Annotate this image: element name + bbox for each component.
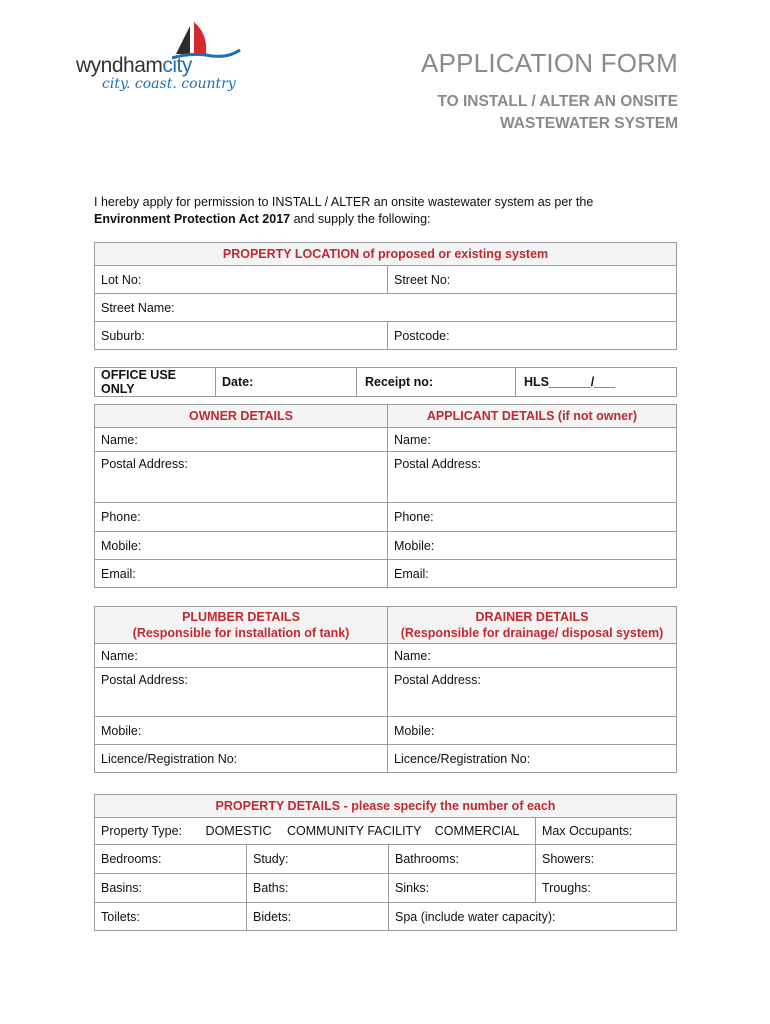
drainer-heading: DRAINER DETAILS (Responsible for drainage/ disposal system) xyxy=(388,607,677,644)
toilets-field[interactable]: Toilets: xyxy=(95,903,247,931)
spa-field[interactable]: Spa (include water capacity): xyxy=(389,903,677,931)
owner-email-field[interactable]: Email: xyxy=(95,560,388,588)
owner-postal-field[interactable]: Postal Address: xyxy=(95,452,388,503)
property-location-table xyxy=(94,242,677,350)
street-name-field[interactable]: Street Name: xyxy=(95,294,677,322)
property-type-label: Property Type: xyxy=(101,824,183,838)
owner-mobile-field[interactable]: Mobile: xyxy=(95,532,388,560)
owner-name-field[interactable]: Name: xyxy=(95,428,388,452)
suburb-field[interactable]: Suburb: xyxy=(95,322,388,350)
drainer-postal-field[interactable]: Postal Address: xyxy=(388,668,677,717)
applicant-mobile-field[interactable]: Mobile: xyxy=(388,532,677,560)
office-use-table xyxy=(94,367,677,397)
bidets-field[interactable]: Bidets: xyxy=(247,903,389,931)
office-hls-field[interactable]: HLS______/___ xyxy=(516,368,677,397)
plumber-postal-field[interactable]: Postal Address: xyxy=(95,668,388,717)
basins-field[interactable]: Basins: xyxy=(95,874,247,903)
form-subtitle: TO INSTALL / ALTER AN ONSITE WASTEWATER SYSTEM xyxy=(437,93,678,132)
office-use-label: OFFICE USE ONLY xyxy=(95,368,216,397)
bedrooms-field[interactable]: Bedrooms: xyxy=(95,845,247,874)
street-no-field[interactable]: Street No: xyxy=(388,266,677,294)
property-details-table xyxy=(94,794,677,931)
property-type-community[interactable]: COMMUNITY FACILITY xyxy=(287,824,422,838)
baths-field[interactable]: Baths: xyxy=(247,874,389,903)
plumber-heading: PLUMBER DETAILS (Responsible for installation of tank) xyxy=(95,607,388,644)
plumber-mobile-field[interactable]: Mobile: xyxy=(95,717,388,745)
intro-text: I hereby apply for permission to INSTALL / ALTER an onsite wastewater system as per the Environment Protection Act 2017 and supply the following: xyxy=(94,195,594,226)
showers-field[interactable]: Showers: xyxy=(536,845,677,874)
applicant-postal-field[interactable]: Postal Address: xyxy=(388,452,677,503)
owner-applicant-table xyxy=(94,404,677,588)
study-field[interactable]: Study: xyxy=(247,845,389,874)
property-location-heading: PROPERTY LOCATION of proposed or existing system xyxy=(95,243,677,266)
office-date-field[interactable]: Date: xyxy=(216,368,357,397)
troughs-field[interactable]: Troughs: xyxy=(536,874,677,903)
act-name: Environment Protection Act 2017 xyxy=(94,212,291,226)
plumber-drainer-table xyxy=(94,606,677,773)
property-type-commercial[interactable]: COMMERCIAL xyxy=(434,824,520,838)
postcode-field[interactable]: Postcode: xyxy=(388,322,677,350)
form-title-block xyxy=(421,48,678,135)
wyndham-logo xyxy=(76,20,246,100)
applicant-email-field[interactable]: Email: xyxy=(388,560,677,588)
drainer-licence-field[interactable]: Licence/Registration No: xyxy=(388,745,677,773)
drainer-mobile-field[interactable]: Mobile: xyxy=(388,717,677,745)
form-title: APPLICATION FORM xyxy=(421,48,678,78)
applicant-phone-field[interactable]: Phone: xyxy=(388,503,677,532)
applicant-name-field[interactable]: Name: xyxy=(388,428,677,452)
plumber-name-field[interactable]: Name: xyxy=(95,644,388,668)
property-type-domestic[interactable]: DOMESTIC xyxy=(205,824,272,838)
property-type-row xyxy=(95,818,536,845)
property-details-heading: PROPERTY DETAILS - please specify the number of each xyxy=(95,795,677,818)
applicant-heading: APPLICANT DETAILS (if not owner) xyxy=(388,405,677,428)
office-receipt-field[interactable]: Receipt no: xyxy=(357,368,516,397)
max-occupants-field[interactable]: Max Occupants: xyxy=(536,818,677,845)
owner-heading: OWNER DETAILS xyxy=(95,405,388,428)
bathrooms-field[interactable]: Bathrooms: xyxy=(389,845,536,874)
logo-wordmark: wyndhamcity xyxy=(76,54,192,77)
owner-phone-field[interactable]: Phone: xyxy=(95,503,388,532)
sinks-field[interactable]: Sinks: xyxy=(389,874,536,903)
lot-no-field[interactable]: Lot No: xyxy=(95,266,388,294)
drainer-name-field[interactable]: Name: xyxy=(388,644,677,668)
plumber-licence-field[interactable]: Licence/Registration No: xyxy=(95,745,388,773)
logo-tagline: city. coast. country xyxy=(102,76,236,92)
